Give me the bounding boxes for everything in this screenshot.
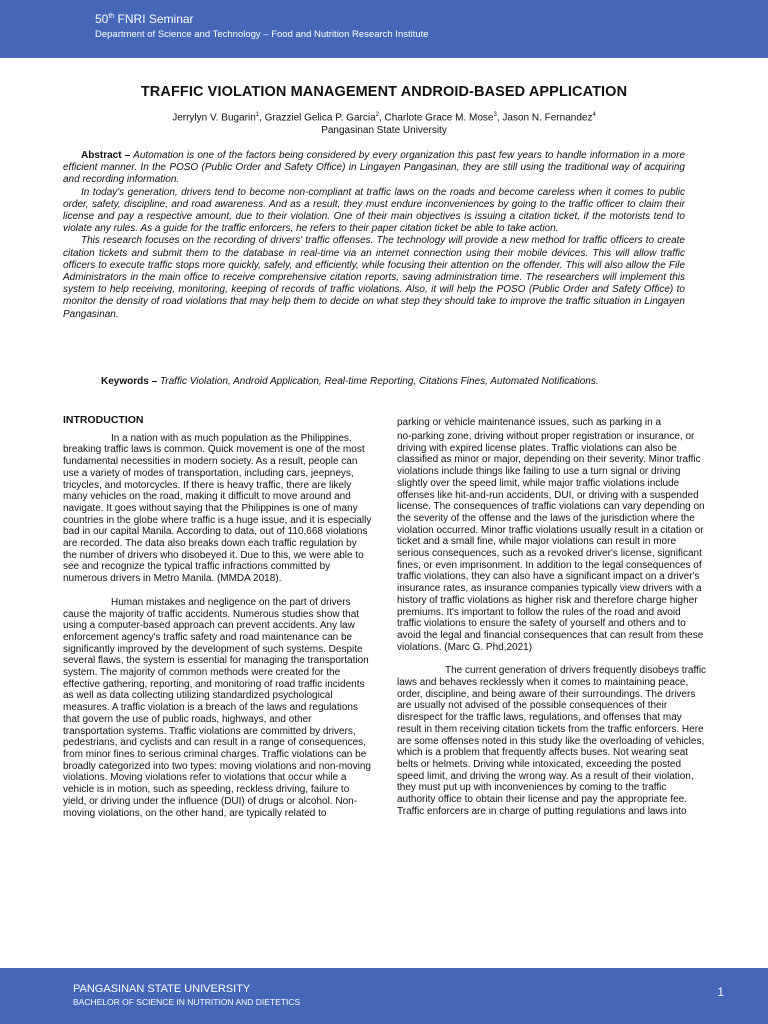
affiliation: Pangasinan State University (321, 125, 447, 137)
abstract-paragraph-2: In today's generation, drivers tend to become non-compliant at traffic laws on the roads and become careless when it comes to public order, safety, discipline, and road awareness. And as a result, they must endure inconveniences by going to the traffic officer to claim their license and pay a respective amount, due to their violation. One of their main objectives is issuing a citation ticket, if the motorists tend to violate any rules. As a guide for the traffic enforcers, he refers to their paper citation ticket be able to take action. (63, 186, 685, 235)
abstract-paragraph-3: This research focuses on the recording of drivers' traffic offenses. The technology will provide a new method for traffic officers to create citation tickets and submit them to the database in real-time via an internet connection using their mobile devices. This will allow traffic officers to execute traffic stops more quickly, safely, and efficiently, while focusing their attention on the offender. This will also allow the File Administrators in the main office to receive comprehensive citation reports, saving administration time. The researchers will implement this system to help receiving, monitoring, keeping of records of traffic violations. Also, it will help the POSO (Public Order and Safety Office) to monitor the density of road violations that may help them to decide on what step they should take to improve the traffic situation in Lingayen Pangasinan. (63, 235, 685, 320)
author-separator: , (259, 112, 265, 124)
seminar-name: FNRI Seminar (114, 12, 194, 26)
author-separator: , (378, 112, 385, 124)
author-3: Charlote Grace M. Mose (384, 112, 494, 124)
abstract-paragraph-1 (63, 150, 685, 187)
right-column (397, 415, 707, 830)
author-block (0, 109, 768, 137)
paper-title: TRAFFIC VIOLATION MANAGEMENT ANDROID-BASED APPLICATION (140, 84, 628, 100)
author-2: Grazziel Gelica P. Garcia (264, 112, 376, 124)
seminar-title (95, 12, 194, 26)
page-footer (0, 968, 768, 1024)
author-1: Jerrylyn V. Bugarin (172, 112, 256, 124)
abstract-text-1: Automation is one of the factors being considered by every organization this past few years to handle information in a more efficient manner. In the POSO (Public Order and Safety Office) in Lingayen Pangasinan, they are still using the traditional way of acquiring and recording information. (63, 150, 686, 186)
author-2-affil: 2 (375, 112, 379, 118)
footer-university: PANGASINAN STATE UNIVERSITY (73, 983, 251, 995)
author-4-affil: 4 (592, 112, 596, 118)
page-header (0, 0, 768, 58)
keywords-label: Keywords – (101, 376, 158, 387)
author-separator: , (496, 112, 503, 124)
page-number: 1 (717, 985, 724, 999)
author-1-affil: 1 (255, 112, 260, 118)
left-column (63, 415, 373, 831)
keywords-text: Traffic Violation, Android Application, Real-time Reporting, Citations Fines, Automated Notifications. (157, 376, 599, 387)
department-name: Department of Science and Technology – Food and Nutrition Research Institute (95, 29, 429, 40)
intro-paragraph-3: no-parking zone, driving without proper registration or insurance, or driving with expired license plates. Traffic violations can also be classified as minor or major, depending on their severity. Minor traffic violations include things like failing to use a turn signal or driving slightly over the speed limit, while major traffic violations include offenses like hit-and-run accidents, DUI, or driving with a suspended license. The consequences of traffic violations can vary depending on the severity of the offense and the laws of the jurisdiction where the violation occurred. Minor traffic violations usually result in a citation or ticket and a small fine, while major violations can result in more serious consequences, such as a revoked driver's license, significant fines, or even imprisonment. In addition to the legal consequences of traffic violations, they can also have a significant impact on a driver's insurance rates, as insurance companies typically view drivers with a history of traffic violations as higher risk and therefore charge higher premiums. It's important to follow the rules of the road and avoid traffic violations to ensure the safety of yourself and others and to avoid the legal and financial consequences that can result from these violations. (Marc G. Phd,2021) (397, 431, 705, 653)
intro-paragraph-continued-first-line: parking or vehicle maintenance issues, such as parking in a (397, 417, 662, 428)
keywords (63, 376, 685, 387)
author-4: Jason N. Fernandez (502, 112, 593, 124)
author-list (0, 109, 768, 124)
footer-program: BACHELOR OF SCIENCE IN NUTRITION AND DIETETICS (73, 997, 301, 1007)
intro-paragraph-2: Human mistakes and negligence on the part of drivers cause the majority of traffic accidents. Numerous studies show that using a computer-based approach can prevent accidents. Any law enforcement agency's traffic safety and road maintenance can be significantly improved by the development of such systems. Despite several flaws, the system is essential for managing the transportation system. The majority of common methods were created for the effective gathering, reporting, and monitoring of road traffic incidents as well as data collecting utilizing standardized psychological measures. A traffic violation is a breach of the laws and regulations that govern the use of public roads, highways, and other transportation systems. Traffic violations are committed by drivers, pedestrians, and cyclists and can result in a range of consequences, from minor fines to serious criminal charges. Traffic violations can be broadly categorized into two types: moving violations and non-moving violations. Moving violations refer to violations that occur while a vehicle is in motion, such as speeding, reckless driving, failure to yield, or driving under the influence (DUI) of drugs or alcohol. Non-moving violations, on the other hand, are typically related to (63, 596, 371, 819)
abstract-label: Abstract – (81, 150, 131, 161)
intro-paragraph-4: The current generation of drivers frequently disobeys traffic laws and behaves recklessly when it comes to maintaining peace, order, discipline, and being aware of their surroundings. The drivers are usually not advised of the possible consequences of their disrespect for the traffic laws, regulations, and offenses that may result in them receiving citation tickets from the traffic enforcers. Here are some offenses noted in this study like the overloading of vehicles, which is a problem that frequently affects buses. Not wearing seat belts or helmets. Driving while intoxicated, exceeding the posted speed limit, and driving the wrong way. As a result of their violation, they must put up with inconveniences by coming to the traffic authority office to obtain their license and pay the appropriate fee. Traffic enforcers are in charge of putting regulations and laws into (397, 665, 707, 817)
section-heading-introduction: INTRODUCTION (63, 414, 144, 426)
seminar-number: 50 (95, 12, 109, 26)
abstract (63, 150, 685, 321)
intro-paragraph-1: In a nation with as much population as the Philippines, breaking traffic laws is common. Quick movement is one of the most fundamental necessities in modern society. As a result, people can use a variety of modes of transportation, including cars, jeepneys, tricycles, and motorcycles. If there is heavy traffic, there are likely many vehicles on the road, making it difficult to move around and navigate. It goes without saying that the Philippines is one of many countries in the globe where traffic is a huge issue, and it is especially bad in our capital Manila. According to data, out of 110,668 violations are recorded. The data also breaks down each traffic regulation by the number of drivers who disobeyed it. Due to this, we were able to see and recognize the typical traffic infractions committed by numerous drivers in Metro Manila. (MMDA 2018). (63, 432, 372, 585)
author-3-affil: 3 (493, 112, 497, 118)
seminar-ordinal: th (108, 13, 115, 20)
